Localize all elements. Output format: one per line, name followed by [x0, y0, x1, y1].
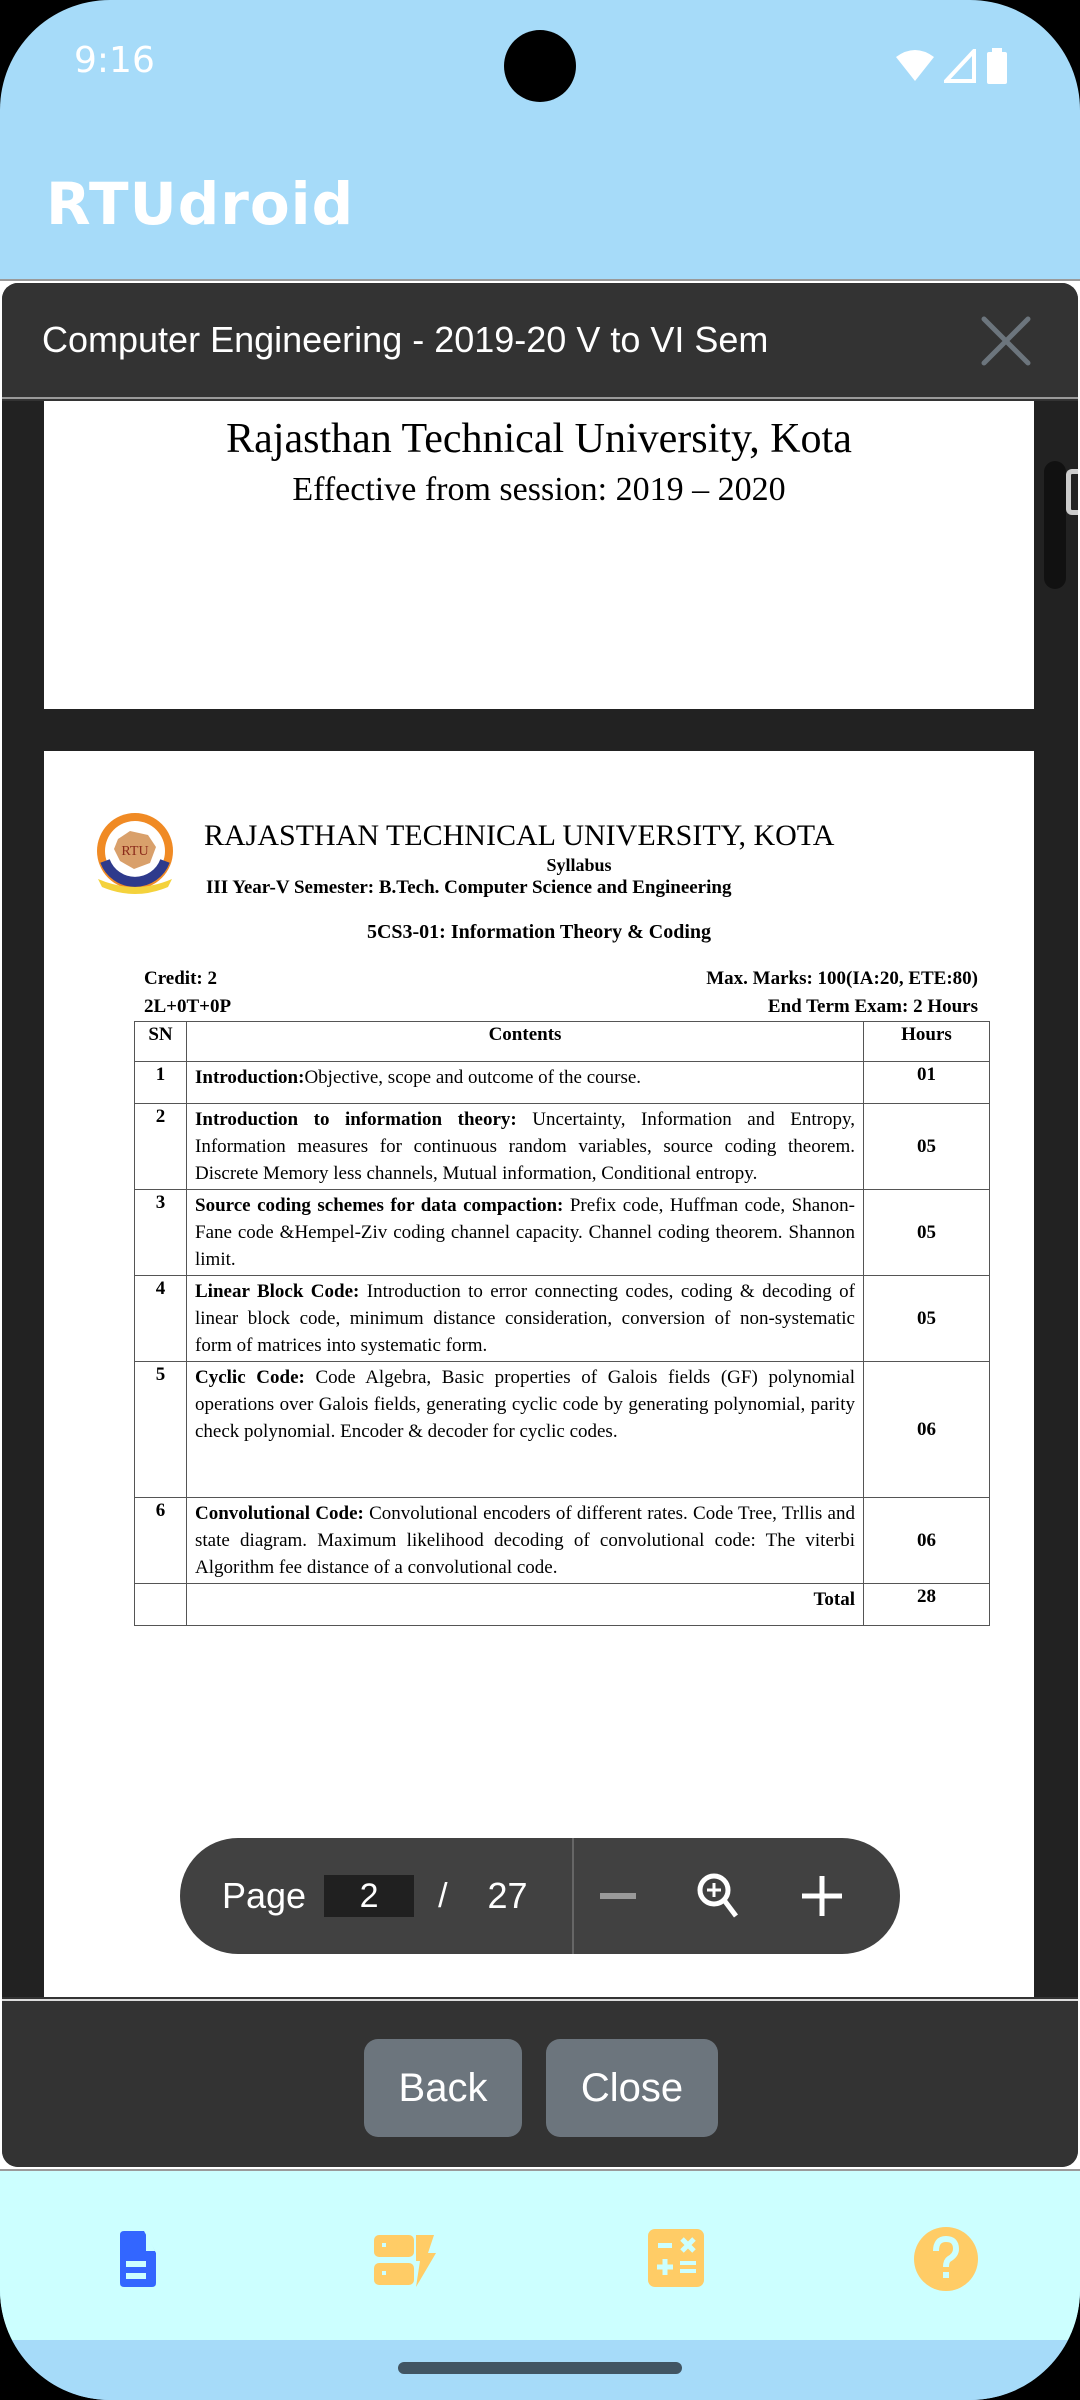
row-sn: 4 [135, 1276, 187, 1362]
total-sn-empty [135, 1584, 187, 1626]
row-hours: 05 [864, 1190, 990, 1276]
year-line: III Year-V Semester: B.Tech. Computer Science and Engineering [206, 877, 732, 898]
scroll-handle[interactable] [1066, 469, 1078, 515]
document-icon [100, 2223, 172, 2295]
bottom-nav [0, 2169, 1080, 2340]
row-sn: 5 [135, 1362, 187, 1498]
page1-subtitle: Effective from session: 2019 – 2020 [292, 471, 786, 508]
row-sn: 3 [135, 1190, 187, 1276]
nav-item-help[interactable] [910, 2223, 982, 2295]
row-text: Uncertainty, Information and Entropy, Information measures for continuous random variables, source coding theorem. Discrete Memory less channels, Mutual information, Conditional entropy. [195, 1109, 855, 1184]
battery-icon [986, 48, 1008, 84]
zoom-in-icon[interactable] [692, 1868, 748, 1924]
nav-item-documents[interactable] [100, 2223, 172, 2295]
row-sn: 1 [135, 1062, 187, 1104]
row-content [187, 1104, 864, 1190]
course-meta-left [144, 965, 231, 1021]
modal-footer [2, 1999, 1078, 2167]
modal-header [2, 283, 1078, 399]
row-title: Convolutional Code: [195, 1503, 364, 1524]
row-text: Objective, scope and outcome of the course. [304, 1067, 642, 1088]
credit: Credit: 2 [144, 968, 217, 989]
plus-icon[interactable] [794, 1868, 850, 1924]
row-title: Cyclic Code: [195, 1367, 305, 1388]
pdf-page-1 [44, 401, 1034, 709]
row-title: Source coding schemes for data compaction: [195, 1195, 564, 1216]
scrollbar[interactable] [1044, 461, 1066, 589]
table-row [135, 1062, 990, 1104]
row-text: Prefix code, Huffman code, Shanon-Fane code &Hempel-Ziv coding channel capacity. Channel coding theorem. Shannon limit. [195, 1195, 855, 1270]
table-header-row [135, 1022, 990, 1062]
exam-duration: End Term Exam: 2 Hours [767, 996, 978, 1017]
header-hours: Hours [864, 1022, 990, 1062]
row-content [187, 1276, 864, 1362]
ltp: 2L+0T+0P [144, 996, 232, 1017]
row-sn: 2 [135, 1104, 187, 1190]
row-hours: 06 [864, 1498, 990, 1584]
row-title: Introduction to information theory: [195, 1109, 517, 1130]
toolbar-divider [572, 1838, 574, 1954]
row-content [187, 1362, 864, 1498]
svg-text:RTU: RTU [121, 844, 149, 859]
row-hours: 05 [864, 1104, 990, 1190]
table-row [135, 1362, 990, 1498]
row-text: Convolutional encoders of different rates. Code Tree, Trllis and state diagram. Maximum likelihood decoding of convolutional code: The viterbi Algorithm fee distance of a convolutional code. [195, 1503, 855, 1578]
syllabus-table [134, 1021, 990, 1626]
page-label: Page [222, 1875, 307, 1916]
row-hours: 06 [864, 1362, 990, 1498]
cellular-signal-icon [944, 49, 976, 83]
minus-icon[interactable] [590, 1868, 646, 1924]
row-content [187, 1062, 864, 1104]
gesture-area [0, 2340, 1080, 2400]
page-total: 27 [487, 1875, 528, 1916]
total-label: Total [187, 1584, 864, 1626]
row-hours: 05 [864, 1276, 990, 1362]
status-bar [0, 0, 1080, 130]
close-button[interactable]: Close [546, 2039, 718, 2137]
row-text: Introduction to error connecting codes, coding & decoding of linear block code, minimum distance consideration, conversion of non-systematic form of matrices into systematic form. [195, 1281, 856, 1356]
row-content [187, 1498, 864, 1584]
nav-item-storage[interactable] [370, 2223, 442, 2295]
row-hours: 01 [864, 1062, 990, 1104]
help-icon [910, 2223, 982, 2295]
course-meta-right [706, 965, 978, 1021]
page-number-input[interactable] [324, 1875, 414, 1917]
page1-title: Rajasthan Technical University, Kota [226, 416, 852, 462]
table-row [135, 1276, 990, 1362]
table-total-row [135, 1584, 990, 1626]
modal-title: Computer Engineering - 2019-20 V to VI Sem [42, 319, 769, 360]
back-button[interactable]: Back [364, 2039, 522, 2137]
row-title: Introduction: [195, 1067, 305, 1088]
row-sn: 6 [135, 1498, 187, 1584]
page-separator: / [438, 1876, 448, 1915]
close-icon[interactable] [978, 313, 1034, 369]
nav-item-calculator[interactable] [640, 2223, 712, 2295]
header-sn: SN [135, 1022, 187, 1062]
university-logo-icon [90, 809, 180, 899]
university-name: RAJASTHAN TECHNICAL UNIVERSITY, KOTA [204, 819, 835, 852]
calculator-icon [640, 2223, 712, 2295]
page-toolbar [180, 1838, 900, 1954]
camera-cutout [504, 30, 576, 102]
syllabus-label: Syllabus [546, 855, 612, 875]
header-contents: Contents [187, 1022, 864, 1062]
wifi-icon [896, 49, 934, 83]
home-gesture-bar[interactable] [398, 2362, 682, 2374]
row-title: Linear Block Code: [195, 1281, 360, 1302]
course-title: 5CS3-01: Information Theory & Coding [366, 921, 712, 943]
row-content [187, 1190, 864, 1276]
app-logo: RTUdroid [46, 170, 355, 238]
pdf-page-2 [44, 751, 1034, 1997]
total-hours: 28 [864, 1584, 990, 1626]
max-marks: Max. Marks: 100(IA:20, ETE:80) [706, 968, 978, 989]
flash-storage-icon [370, 2223, 442, 2295]
table-row [135, 1104, 990, 1190]
status-time: 9:16 [74, 40, 155, 81]
status-icons [896, 48, 1008, 84]
pdf-viewer[interactable] [2, 401, 1078, 1997]
row-text: Code Algebra, Basic properties of Galois fields (GF) polynomial operations over Galois fields, generating cyclic code by generating polynomial, parity check polynomial. Encoder & decoder for cyclic codes. [195, 1367, 855, 1442]
table-row [135, 1190, 990, 1276]
table-row [135, 1498, 990, 1584]
